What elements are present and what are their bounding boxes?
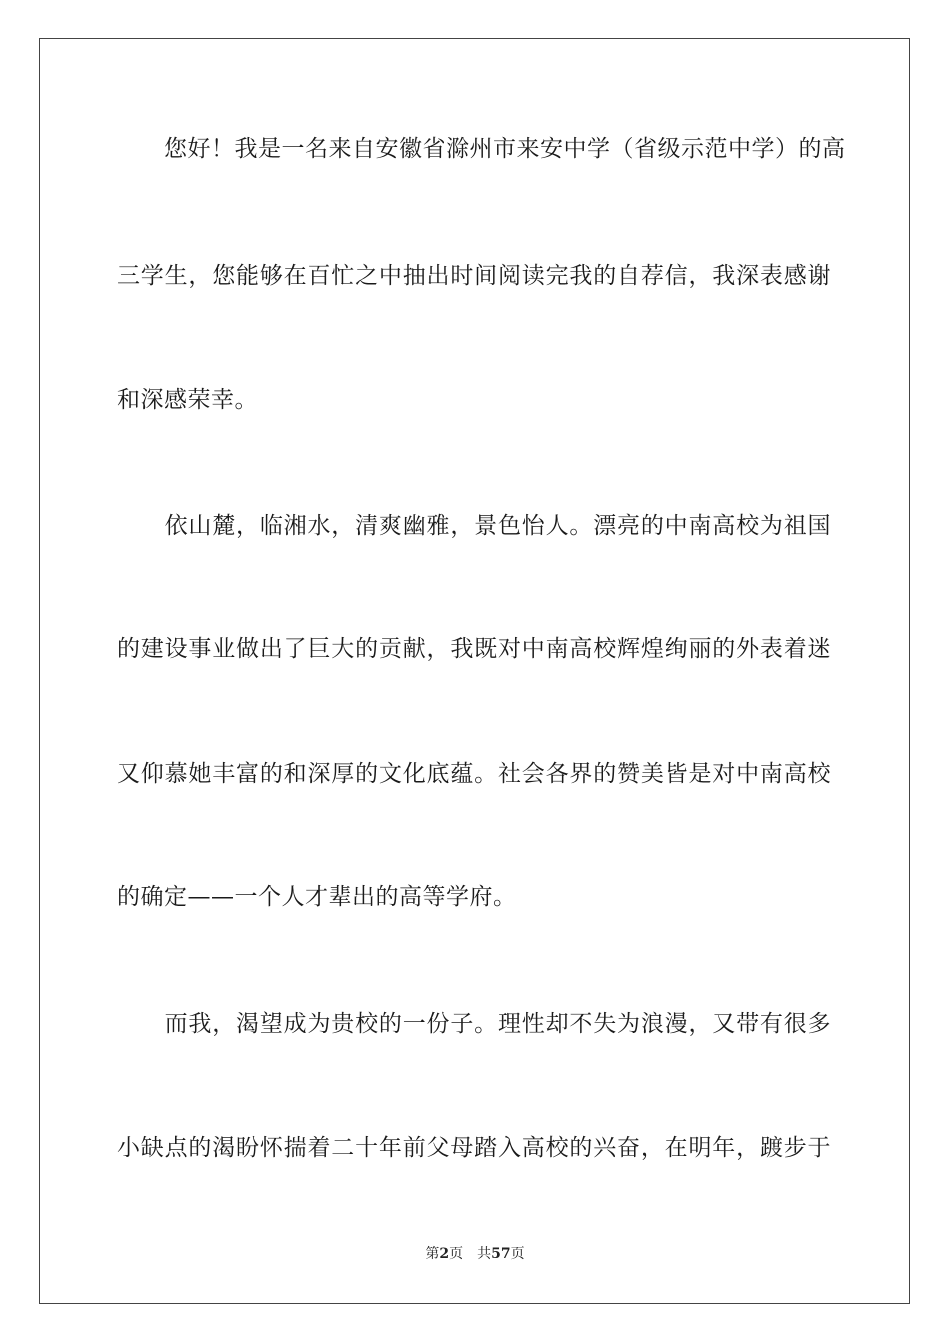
body-text-line: 和深感荣幸。 bbox=[117, 387, 258, 413]
body-text-line: 小缺点的渴盼怀揣着二十年前父母踏入高校的兴奋，在明年，踱步于 bbox=[117, 1135, 831, 1161]
page-suffix: 页 bbox=[449, 1246, 464, 1262]
page-prefix: 第 bbox=[425, 1246, 440, 1262]
total-prefix: 共 bbox=[477, 1246, 492, 1262]
body-text-line: 又仰慕她丰富的和深厚的文化底蕴。社会各界的赞美皆是对中南高校 bbox=[117, 761, 831, 787]
total-pages: 57 bbox=[491, 1246, 511, 1262]
page-number: 2 bbox=[439, 1246, 450, 1262]
body-text-line: 而我，渴望成为贵校的一份子。理性却不失为浪漫，又带有很多 bbox=[117, 1011, 831, 1037]
body-text-line: 您好！我是一名来自安徽省滁州市来安中学（省级示范中学）的高 bbox=[117, 136, 846, 162]
page-footer bbox=[0, 1245, 950, 1263]
body-text-line: 依山麓，临湘水，清爽幽雅，景色怡人。漂亮的中南高校为祖国 bbox=[117, 513, 831, 539]
body-text-line: 的建设事业做出了巨大的贡献，我既对中南高校辉煌绚丽的外表着迷 bbox=[117, 636, 831, 662]
total-suffix: 页 bbox=[510, 1246, 525, 1262]
body-text-line: 的确定——一个人才辈出的高等学府。 bbox=[117, 884, 517, 910]
body-text-line: 三学生，您能够在百忙之中抽出时间阅读完我的自荐信，我深表感谢 bbox=[117, 263, 831, 289]
page-frame bbox=[39, 38, 910, 1304]
